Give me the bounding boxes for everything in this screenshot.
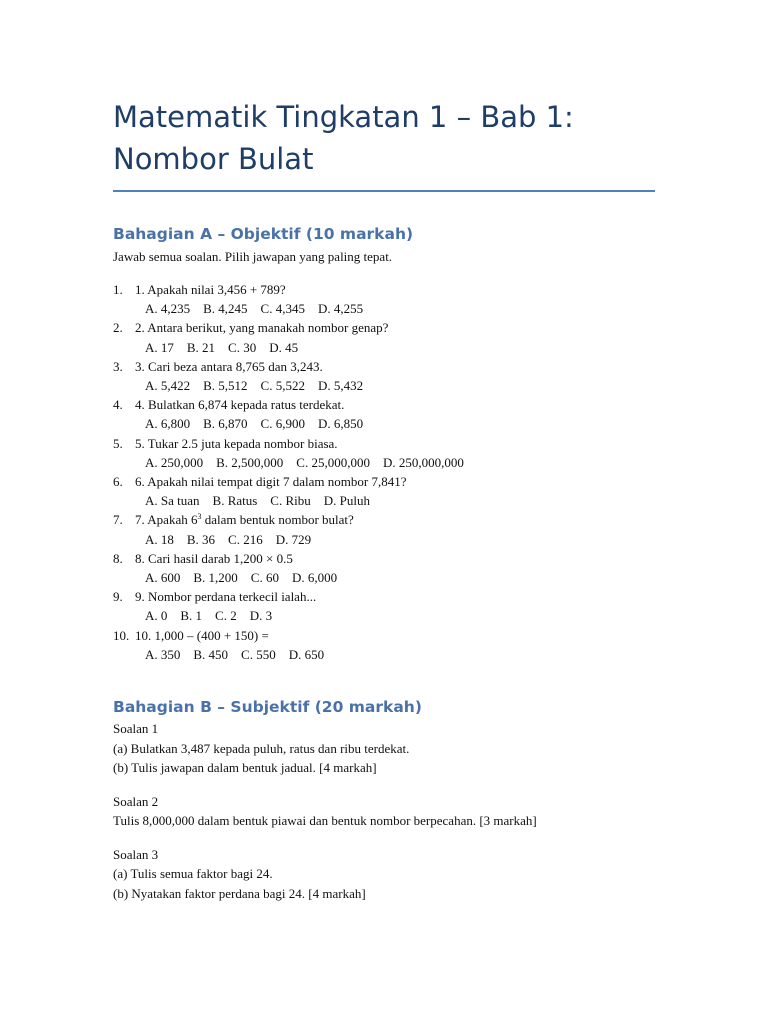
- question-options: A. Sa tuan B. Ratus C. Ribu D. Puluh: [145, 493, 370, 509]
- question-number: 3.: [113, 358, 123, 374]
- soalan-line: (a) Tulis semua faktor bagi 24.: [113, 866, 273, 882]
- question-item: [113, 587, 656, 625]
- question-options: A. 17 B. 21 C. 30 D. 45: [145, 339, 299, 355]
- question-text: 2. Antara berikut, yang manakah nombor genap?: [135, 320, 389, 336]
- question-number: 4.: [113, 397, 123, 413]
- question-item: [113, 549, 656, 587]
- exponent: 3: [197, 512, 202, 522]
- question-text: 3. Cari beza antara 8,765 dan 3,243.: [135, 358, 323, 374]
- section-b-heading: Bahagian B – Subjektif (20 markah): [113, 698, 422, 717]
- title-divider: [113, 190, 655, 192]
- soalan-line: (b) Tulis jawapan dalam bentuk jadual. [4 markah]: [113, 760, 377, 776]
- question-item: [113, 626, 656, 664]
- question-text: 4. Bulatkan 6,874 kepada ratus terdekat.: [135, 397, 345, 413]
- question-text-after-exponent: dalam bentuk nombor bulat?: [201, 512, 354, 528]
- question-item: [113, 280, 656, 318]
- question-item: [113, 472, 656, 510]
- question-options: A. 600 B. 1,200 C. 60 D. 6,000: [145, 570, 338, 586]
- subjective-question-2: [113, 792, 656, 831]
- question-options: A. 4,235 B. 4,245 C. 4,345 D. 4,255: [145, 301, 364, 317]
- question-options: A. 250,000 B. 2,500,000 C. 25,000,000 D. 250,000,000: [145, 454, 464, 470]
- soalan-line: Tulis 8,000,000 dalam bentuk piawai dan bentuk nombor berpecahan. [3 markah]: [113, 813, 537, 829]
- question-text: 1. Apakah nilai 3,456 + 789?: [135, 282, 286, 297]
- soalan-title: Soalan 2: [113, 793, 159, 809]
- question-item: [113, 357, 656, 395]
- question-options: A. 18 B. 36 C. 216 D. 729: [145, 531, 312, 547]
- question-text: [135, 510, 656, 529]
- subjective-question-1: [113, 719, 656, 778]
- section-a-instructions: Jawab semua soalan. Pilih jawapan yang paling tepat.: [113, 249, 393, 264]
- question-text-before-exponent: 7. Apakah 6: [135, 512, 198, 528]
- soalan-line: (b) Nyatakan faktor perdana bagi 24. [4 markah]: [113, 885, 366, 901]
- question-text: 8. Cari hasil darab 1,200 × 0.5: [135, 550, 293, 566]
- question-options: A. 350 B. 450 C. 550 D. 650: [145, 646, 325, 662]
- question-number: 8.: [113, 550, 123, 566]
- question-options: A. 0 B. 1 C. 2 D. 3: [145, 608, 273, 624]
- soalan-title: Soalan 1: [113, 721, 159, 737]
- question-number: 10.: [113, 627, 130, 643]
- soalan-title: Soalan 3: [113, 846, 159, 862]
- question-text: 10. 1,000 – (400 + 150) =: [135, 627, 269, 643]
- question-item: [113, 434, 656, 472]
- document-title-line-2: Nombor Bulat: [113, 142, 314, 176]
- document-title-line-1: Matematik Tingkatan 1 – Bab 1:: [113, 100, 574, 134]
- section-a-heading: Bahagian A – Objektif (10 markah): [113, 225, 414, 243]
- question-number: 9.: [113, 589, 123, 605]
- question-options: A. 6,800 B. 6,870 C. 6,900 D. 6,850: [145, 416, 364, 432]
- subjective-question-3: [113, 845, 656, 904]
- question-number: 2.: [113, 320, 123, 336]
- question-text: 5. Tukar 2.5 juta kepada nombor biasa.: [135, 435, 338, 451]
- question-item: [113, 395, 656, 433]
- objective-question-list: [113, 280, 656, 664]
- question-item: [113, 318, 656, 356]
- document-page: [113, 96, 656, 903]
- question-options: A. 5,422 B. 5,512 C. 5,522 D. 5,432: [145, 378, 364, 394]
- question-text: 9. Nombor perdana terkecil ialah...: [135, 589, 317, 605]
- soalan-line: (a) Bulatkan 3,487 kepada puluh, ratus dan ribu terdekat.: [113, 740, 410, 756]
- question-number: 6.: [113, 474, 123, 490]
- question-number: 5.: [113, 435, 123, 451]
- question-number: 7.: [113, 512, 123, 528]
- question-text: 6. Apakah nilai tempat digit 7 dalam nombor 7,841?: [135, 474, 407, 490]
- question-item: [113, 510, 656, 548]
- question-number: 1.: [113, 282, 123, 297]
- document-title: [113, 96, 656, 180]
